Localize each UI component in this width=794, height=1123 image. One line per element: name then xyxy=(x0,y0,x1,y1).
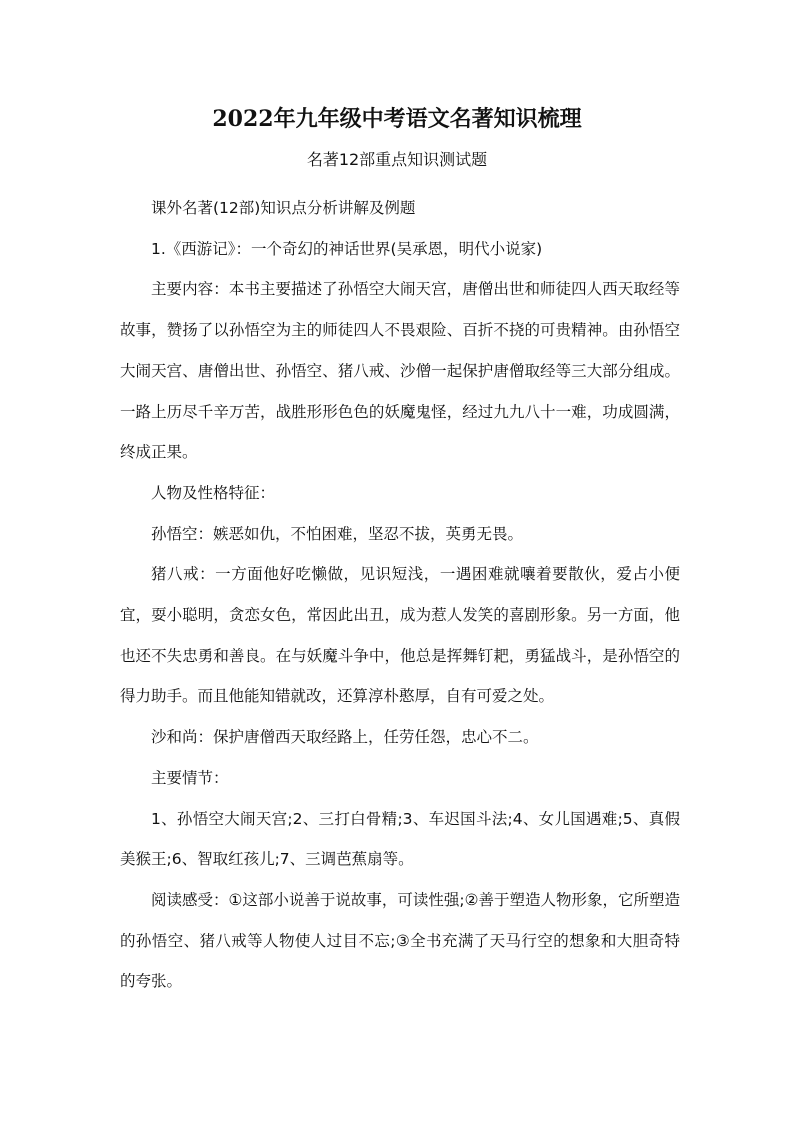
page-subtitle: 名著12部重点知识测试题 xyxy=(306,150,488,169)
page-title: 2022年九年级中考语文名著知识梳理 xyxy=(212,106,582,132)
plot-list: 1、孙悟空大闹天宫;2、三打白骨精;3、车迟国斗法;4、女儿国遇难;5、真假美猴王;6、智取红孩儿;7、三调芭蕉扇等。 xyxy=(120,809,680,869)
section-heading: 课外名著(12部)知识点分析讲解及例题 xyxy=(151,199,416,217)
character-zhu-bajie: 猪八戒：一方面他好吃懒做，见识短浅，一遇困难就嚷着要散伙，爱占小便宜，耍小聪明，贪恋女色，常因此出丑，成为惹人发笑的喜剧形象。另一方面，他也还不失忠勇和善良。在与妖魔斗争中，他总是挥舞钉耙，勇猛战斗，是孙悟空的得力助手。而且他能知错就改，还算淳朴憨厚，自有可爱之处。 xyxy=(120,565,680,706)
character-sha-heshang: 沙和尚：保护唐僧西天取经路上，任劳任怨，忠心不二。 xyxy=(151,728,539,747)
book-heading-xiyouji: 1.《西游记》：一个奇幻的神话世界(吴承恩，明代小说家) xyxy=(151,239,543,258)
characters-heading: 人物及性格特征： xyxy=(151,483,276,502)
document-body xyxy=(120,188,680,1002)
character-sun-wukong: 孙悟空：嫉恶如仇，不怕困难，坚忍不拔，英勇无畏。 xyxy=(151,524,524,543)
reading-impression: 阅读感受：①这部小说善于说故事，可读性强;②善于塑造人物形象，它所塑造的孙悟空、猪八戒等人物使人过目不忘;③全书充满了天马行空的想象和大胆奇特的夸张。 xyxy=(120,890,681,991)
plot-heading: 主要情节： xyxy=(151,768,229,787)
main-content-paragraph: 主要内容：本书主要描述了孙悟空大闹天宫，唐僧出世和师徒四人西天取经等故事，赞扬了以孙悟空为主的师徒四人不畏艰险、百折不挠的可贵精神。由孙悟空大闹天宫、唐僧出世、孙悟空、猪八戒、沙僧一起保护唐僧取经等三大部分组成。一路上历尽千辛万苦，战胜形形色色的妖魔鬼怪，经过九九八十一难，功成圆满，终成正果。 xyxy=(120,280,680,462)
